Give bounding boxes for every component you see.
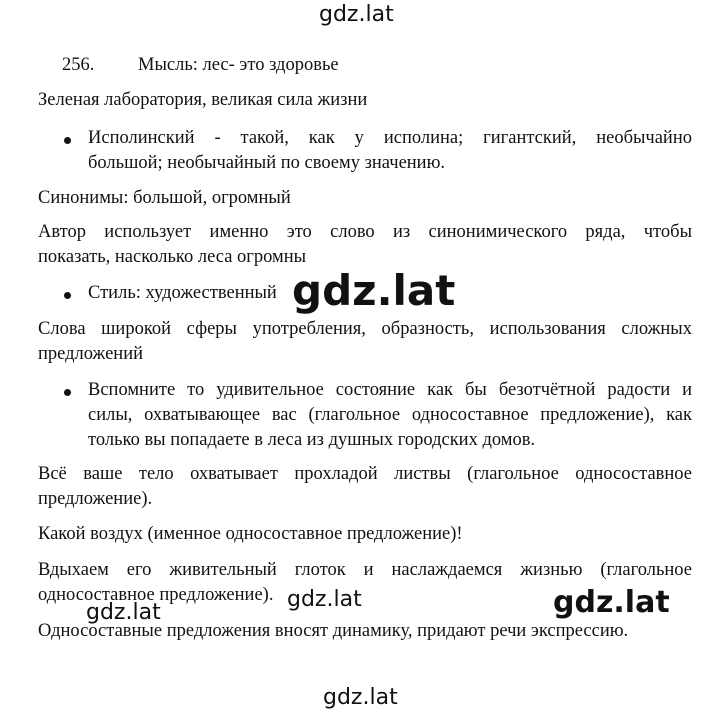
bullet-dot — [64, 292, 71, 299]
text-line: Стиль: художественный — [88, 283, 277, 303]
watermark-left: gdz.lat — [86, 600, 161, 625]
bullet-dot — [64, 389, 71, 396]
exercise-number: 256. — [62, 55, 95, 75]
text-line: Какой воздух (именное односоставное предложение)! — [38, 524, 463, 544]
text-line: Синонимы: большой, огромный — [38, 188, 291, 208]
text-line: большой; необычайный по своему значению. — [88, 153, 446, 173]
text-line: Зеленая лаборатория, великая сила жизни — [38, 90, 368, 110]
exercise-title: Мысль: лес- это здоровье — [138, 55, 339, 75]
text-line: Исполинский - такой, как у исполина; гигантский, необычайно — [88, 128, 692, 148]
bullet-dot — [64, 137, 71, 144]
text-line: только вы попадаете в леса из душных городских домов. — [88, 430, 536, 450]
text-line: предложение). — [38, 489, 153, 509]
text-line: силы, охватывающее вас (глагольное односоставное предложение), как — [88, 405, 692, 425]
text-line: Слова широкой сферы употребления, образность, использования сложных — [38, 319, 692, 339]
text-line: односоставное предложение). — [38, 585, 274, 605]
text-line: Вспомните то удивительное состояние как бы безотчётной радости и — [88, 380, 692, 400]
watermark-center: gdz.lat — [292, 266, 456, 315]
text-line: предложений — [38, 344, 144, 364]
watermark-bottom: gdz.lat — [323, 685, 398, 710]
watermark-top: gdz.lat — [319, 2, 394, 27]
text-line: Всё ваше тело охватывает прохладой листвы (глагольное односоставное — [38, 464, 692, 484]
text-line: Вдыхаем его живительный глоток и наслаждаемся жизнью (глагольное — [38, 560, 692, 580]
watermark-middle: gdz.lat — [287, 587, 362, 612]
watermark-right: gdz.lat — [553, 585, 670, 620]
text-line: Автор использует именно это слово из синонимического ряда, чтобы — [38, 222, 692, 242]
text-line: показать, насколько леса огромны — [38, 247, 307, 267]
text-line: Односоставные предложения вносят динамику, придают речи экспрессию. — [38, 621, 629, 641]
